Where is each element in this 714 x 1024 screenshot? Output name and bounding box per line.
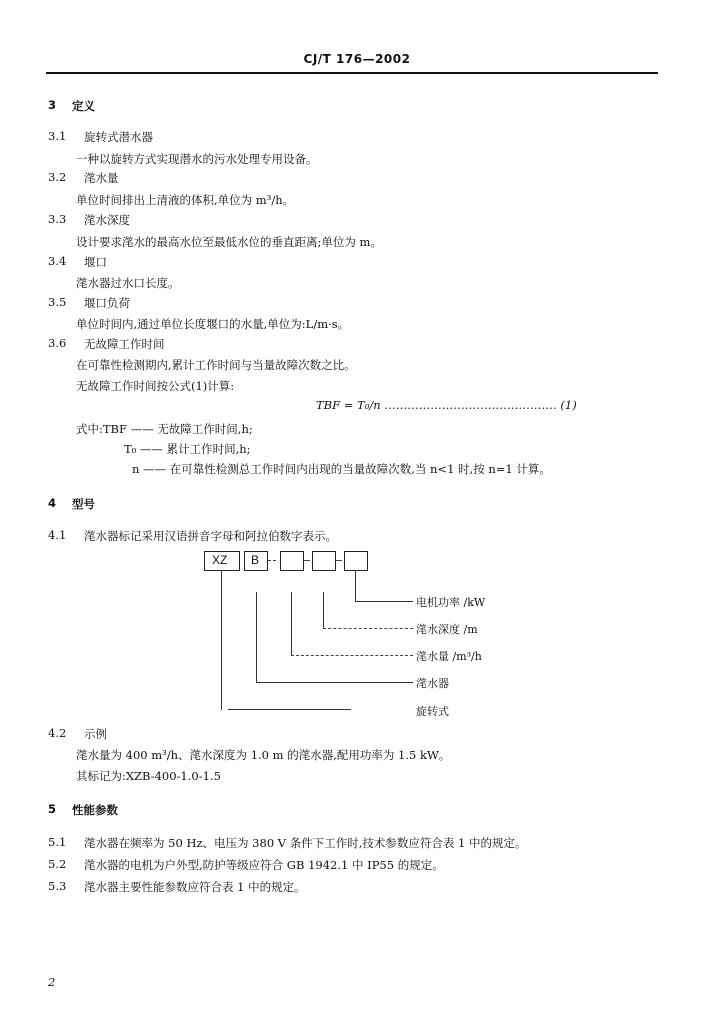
clause-5-3-number: 5.3 — [48, 879, 67, 893]
section-4-number: 4 — [48, 496, 57, 510]
label-motor-power: 电机功率 /kW — [416, 596, 486, 609]
section-5-title: 性能参数 — [72, 803, 118, 817]
clause-3-4-number: 3.4 — [48, 254, 67, 268]
section-5-number: 5 — [48, 802, 57, 816]
clause-3-3-text: 设计要求滗水的最高水位至最低水位的垂直距离;单位为 m。 — [76, 235, 382, 249]
where-line-3: n —— 在可靠性检测总工作时间内出现的当量故障次数,当 n<1 时,按 n=1 计算。 — [132, 462, 551, 476]
clause-3-4-text: 滗水器过水口长度。 — [76, 276, 180, 290]
where-line-1: 式中:TBF —— 无故障工作时间,h; — [76, 422, 253, 436]
clause-4-1-number: 4.1 — [48, 528, 67, 542]
diagram-box-5 — [344, 551, 368, 571]
clause-3-1-number: 3.1 — [48, 129, 67, 143]
clause-5-1-number: 5.1 — [48, 835, 67, 849]
section-4-title: 型号 — [72, 497, 95, 511]
clause-3-1-title: 旋转式潜水器 — [84, 130, 153, 144]
section-3-number: 3 — [48, 98, 57, 112]
clause-5-3-text: 滗水器主要性能参数应符合表 1 中的规定。 — [84, 880, 306, 894]
label-decant-depth: 滗水深度 /m — [416, 623, 478, 636]
clause-3-1-text: 一种以旋转方式实现潜水的污水处理专用设备。 — [76, 152, 318, 166]
clause-4-2-title: 示例 — [84, 727, 107, 741]
diagram-box-3 — [280, 551, 304, 571]
clause-3-4-title: 堰口 — [84, 255, 107, 269]
page-number: 2 — [48, 975, 56, 989]
example-text-2: 其标记为:XZB-400-1.0-1.5 — [76, 769, 221, 783]
section-3-title: 定义 — [72, 99, 95, 113]
clause-4-2-number: 4.2 — [48, 726, 67, 740]
where-line-2: T₀ —— 累计工作时间,h; — [124, 442, 251, 456]
diagram-box-b-label: B — [251, 553, 260, 567]
clause-3-3-title: 滗水深度 — [84, 213, 130, 227]
diagram-dash-1 — [268, 560, 276, 561]
clause-5-1-text: 滗水器在频率为 50 Hz、电压为 380 V 条件下工作时,技术参数应符合表 1 中的规定。 — [84, 836, 527, 850]
formula-1: TBF = T₀/n ……………………………………… (1) — [316, 398, 577, 412]
clause-3-6-title: 无故障工作时间 — [84, 337, 165, 351]
diagram-dash-3 — [336, 560, 342, 561]
page-header: CJ/T 176—2002 — [303, 52, 411, 66]
clause-3-2-number: 3.2 — [48, 170, 67, 184]
clause-3-2-title: 滗水量 — [84, 171, 119, 185]
clause-5-2-number: 5.2 — [48, 857, 67, 871]
example-text-1: 滗水量为 400 m³/h、滗水深度为 1.0 m 的滗水器,配用功率为 1.5 kW。 — [76, 748, 451, 762]
label-decanter: 滗水器 — [416, 677, 449, 690]
clause-3-5-title: 堰口负荷 — [84, 296, 130, 310]
diagram-box-4 — [312, 551, 336, 571]
clause-3-5-number: 3.5 — [48, 295, 67, 309]
diagram-box-xz-label: XZ — [212, 553, 228, 567]
clause-3-2-text: 单位时间排出上清液的体积,单位为 m³/h。 — [76, 193, 295, 207]
label-rotary: 旋转式 — [416, 705, 449, 718]
clause-3-3-number: 3.3 — [48, 212, 67, 226]
clause-3-5-text: 单位时间内,通过单位长度堰口的水量,单位为:L/m·s。 — [76, 317, 350, 331]
clause-3-6-text-2: 无故障工作时间按公式(1)计算: — [76, 379, 235, 393]
diagram-dash-2 — [304, 560, 310, 561]
clause-5-2-text: 滗水器的电机为户外型,防护等级应符合 GB 1942.1 中 IP55 的规定。 — [84, 858, 444, 872]
clause-3-6-number: 3.6 — [48, 336, 67, 350]
header-rule — [46, 72, 658, 74]
clause-4-1-text: 滗水器标记采用汉语拼音字母和阿拉伯数字表示。 — [84, 529, 337, 543]
label-decant-flow: 滗水量 /m³/h — [416, 650, 482, 663]
clause-3-6-text-1: 在可靠性检测期内,累计工作时间与当量故障次数之比。 — [76, 358, 356, 372]
